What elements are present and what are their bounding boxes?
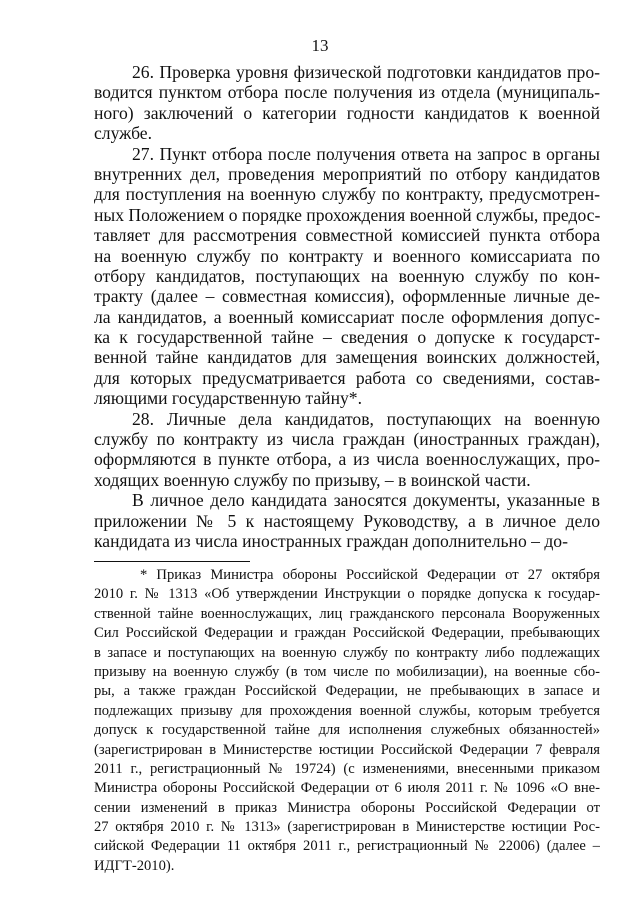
text-line: кандидата из числа иностранных граждан дополнительно – до- xyxy=(94,530,568,551)
page-number: 13 xyxy=(311,36,329,55)
footnote-line: 2011 г., регистрационный № 19724) (с изменениями, внесенными приказом xyxy=(94,760,600,777)
footnote-line: ры, а также граждан Российской Федерации, не пребывающих в запасе и xyxy=(94,683,600,700)
footnote-line: ИДГТ-2010). xyxy=(94,857,175,874)
footnote-line: 27 октября 2010 г. № 1313» (зарегистрирован в Министерстве юстиции Рос- xyxy=(94,819,600,836)
footnote-line: ственной тайне военнослужащих, лиц гражданского персонала Вооруженных xyxy=(94,605,600,622)
text-line: на военную службу по контракту и военного комиссариата по xyxy=(94,245,600,266)
text-line: ходящих военную службу по призыву, – в воинской части. xyxy=(94,469,531,490)
text-line: для поступления на военную службу по контракту, предусмотрен- xyxy=(94,184,600,205)
text-line: ка к государственной тайне – сведения о допуске к государст- xyxy=(94,327,600,348)
main-text xyxy=(94,62,600,551)
text-line: водится пунктом отбора после получения из отдела (муниципаль- xyxy=(94,82,600,103)
footnote-line: 2010 г. № 1313 «Об утверждении Инструкции о порядке допуска к государ- xyxy=(94,586,600,603)
text-line: внутренних дел, проведения мероприятий по отбору кандидатов xyxy=(94,163,600,184)
text-line: ляющими государственную тайну*. xyxy=(94,388,362,409)
text-line: 27. Пункт отбора после получения ответа на запрос в органы xyxy=(132,143,600,164)
paragraph-p28 xyxy=(94,409,600,491)
text-line: для которых предусматривается работа со сведениями, состав- xyxy=(94,367,600,388)
footnote-line: допуск к государственной тайне для исполнения служебных обязанностей» xyxy=(94,722,600,739)
footnote-separator xyxy=(94,561,250,562)
footnote-line: * Приказ Министра обороны Российской Федерации от 27 октября xyxy=(140,567,600,583)
footnote xyxy=(94,566,600,876)
text-line: отбору кандидатов, поступающих на военную службу по кон- xyxy=(94,265,600,286)
paragraph-p29 xyxy=(94,490,600,551)
text-line: 28. Личные дела кандидатов, поступающих на военную xyxy=(132,408,600,429)
text-line: тавляет для рассмотрения совместной комиссией пункта отбора xyxy=(94,225,600,246)
paragraph-p26 xyxy=(94,62,600,144)
footnote-line: подлежащих призыву для прохождения военной службы, которым требуется xyxy=(94,702,600,719)
footnote-line: Сил Российской Федерации и граждан Российской Федерации, пребывающих xyxy=(94,625,600,642)
text-line: тракту (далее – совместная комиссия), оформленные личные де- xyxy=(94,286,600,307)
text-line: оформляются в пункте отбора, а из числа военнослужащих, про- xyxy=(94,449,600,470)
text-line: ных Положением о порядке прохождения военной службы, предос- xyxy=(94,204,600,225)
text-line: ла кандидатов, а военный комиссариат после оформления допус- xyxy=(94,306,600,327)
footnote-line: сении изменений в приказ Министра обороны Российской Федерации от xyxy=(94,799,600,816)
text-line: 26. Проверка уровня физической подготовки кандидатов про- xyxy=(132,62,600,82)
footnote-line: Министра обороны Российской Федерации от 6 июля 2011 г. № 1096 «О вне- xyxy=(94,780,600,797)
text-line: службу по контракту из числа граждан (иностранных граждан), xyxy=(94,429,600,450)
text-line: венной тайне кандидатов для замещения воинских должностей, xyxy=(94,347,600,368)
text-line: службе. xyxy=(94,123,153,144)
footnote-line: (зарегистрирован в Министерстве юстиции Российской Федерации 7 февраля xyxy=(94,741,600,758)
text-line: приложении № 5 к настоящему Руководству, а в личное дело xyxy=(94,510,600,531)
footnote-line: в запасе и поступающих на военную службу по контракту либо подлежащих xyxy=(94,644,600,661)
text-line: В личное дело кандидата заносятся документы, указанные в xyxy=(132,490,600,511)
footnote-line: сийской Федерации 11 октября 2011 г., регистрационный № 22006) (далее – xyxy=(94,838,600,855)
text-line: ного) заключений о категории годности кандидатов к военной xyxy=(94,102,600,123)
paragraph-p27 xyxy=(94,144,600,409)
footnote-line: призыву на военную службу (в том числе по мобилизации), на военные сбо- xyxy=(94,663,600,680)
